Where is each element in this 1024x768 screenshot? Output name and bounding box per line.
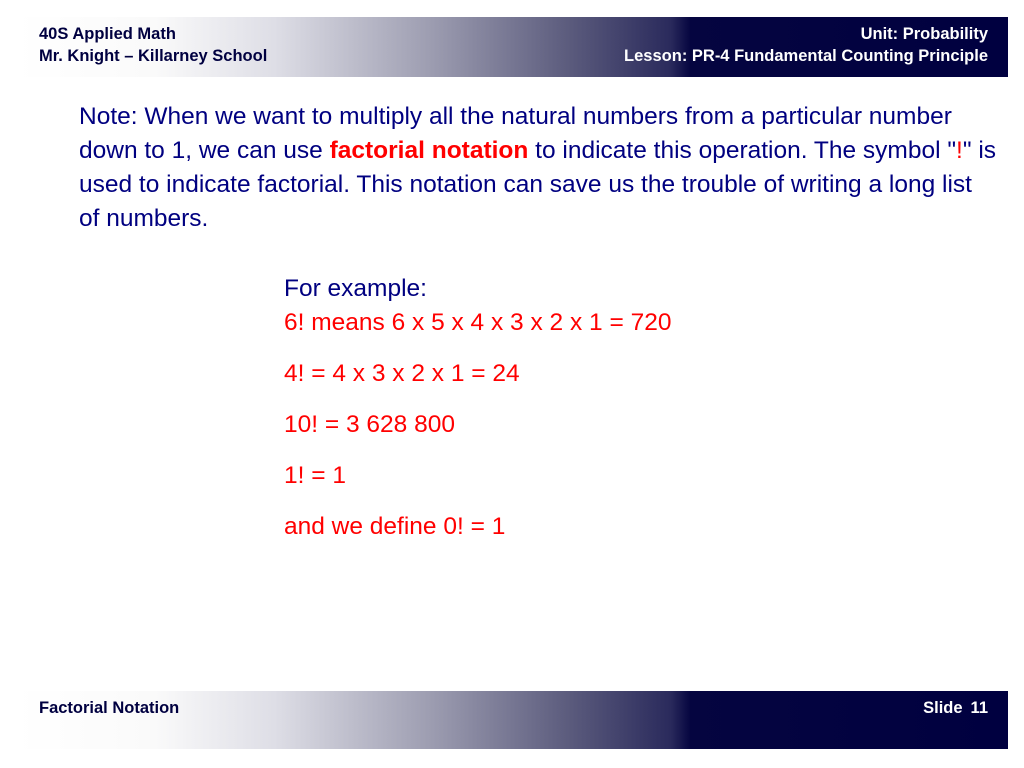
example-line: 4! = 4 x 3 x 2 x 1 = 24 — [284, 360, 520, 387]
note-paragraph — [79, 100, 999, 236]
lesson-title: Lesson: PR-4 Fundamental Counting Principle — [624, 47, 988, 65]
example-line: 6! means 6 x 5 x 4 x 3 x 2 x 1 = 720 — [284, 309, 672, 336]
header-bar — [16, 17, 1008, 77]
footer-bar — [16, 691, 1008, 749]
examples-block — [284, 272, 884, 544]
example-line: 1! = 1 — [284, 462, 346, 489]
slide-label: Slide — [923, 699, 963, 717]
factorial-notation-term: factorial notation — [329, 137, 529, 164]
lesson-info — [624, 23, 988, 67]
course-title: 40S Applied Math — [39, 25, 176, 43]
factorial-symbol: ! — [956, 137, 963, 164]
note-text-part2: to indicate this operation. The symbol " — [528, 137, 957, 164]
unit-title: Unit: Probability — [860, 25, 988, 43]
slide-topic: Factorial Notation — [39, 699, 180, 717]
slide-number: 11 — [970, 699, 988, 717]
example-line: 10! = 3 628 800 — [284, 411, 455, 438]
note-text-part1: Note: When we want to multiply all the natural numbers from a particular number down to 1, we can use — [79, 103, 952, 164]
teacher-school: Mr. Knight – Killarney School — [39, 47, 268, 65]
slide-indicator — [923, 697, 988, 719]
note-text-part3: " is used to indicate factorial. This notation can save us the trouble of writing a long list of numbers. — [79, 137, 997, 232]
example-line: and we define 0! = 1 — [284, 513, 506, 540]
examples-intro: For example: — [284, 275, 427, 302]
course-info — [39, 23, 267, 67]
